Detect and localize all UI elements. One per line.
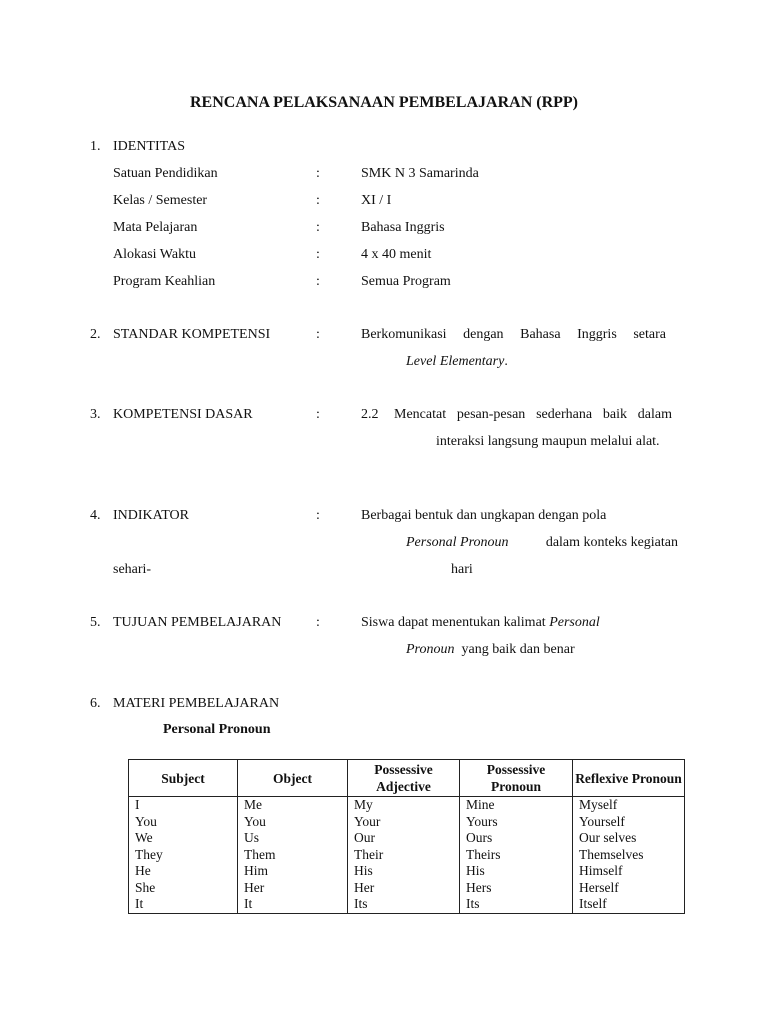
table-cell: Her <box>348 880 460 897</box>
section-4-heading: INDIKATOR <box>113 508 189 523</box>
section-4-line-3-left: sehari- <box>113 562 152 577</box>
table-cell: She <box>129 880 238 897</box>
identity-colon: : <box>316 193 320 208</box>
section-5-line-2 <box>406 641 575 659</box>
section-4-line-1: Berbagai bentuk dan ungkapan dengan pola <box>361 508 607 523</box>
identity-value: XI / I <box>361 193 392 208</box>
identity-value: Semua Program <box>361 274 451 289</box>
section-5-line-2-rest: yang baik dan benar <box>461 642 575 657</box>
table-cell: Me <box>238 797 348 814</box>
table-cell: Myself <box>573 797 685 814</box>
table-cell: Yours <box>460 814 573 831</box>
table-row <box>129 896 685 913</box>
table-cell: Himself <box>573 863 685 880</box>
table-cell: You <box>238 814 348 831</box>
section-5-colon: : <box>316 615 320 630</box>
section-5-heading: TUJUAN PEMBELAJARAN <box>113 615 282 630</box>
table-subheading: Personal Pronoun <box>163 722 271 737</box>
table-cell: Our selves <box>573 830 685 847</box>
section-4-line-3-right: hari <box>451 562 473 577</box>
header-possessive-pronoun: Possessive Pronoun <box>460 760 573 797</box>
table-cell: Our <box>348 830 460 847</box>
competency-point-number: 2.2 <box>361 407 379 422</box>
section-3-colon: : <box>316 407 320 422</box>
table-cell: It <box>238 896 348 913</box>
table-cell: Its <box>460 896 573 913</box>
table-cell: Her <box>238 880 348 897</box>
table-row <box>129 797 685 814</box>
section-5-line-1-text: Siswa dapat menentukan kalimat <box>361 615 546 630</box>
table-row <box>129 847 685 864</box>
table-cell: Themselves <box>573 847 685 864</box>
identity-label: Alokasi Waktu <box>113 247 196 262</box>
section-1-number: 1. <box>90 139 101 154</box>
section-6-number: 6. <box>90 696 101 711</box>
section-5-line-1 <box>361 614 600 632</box>
table-cell: Its <box>348 896 460 913</box>
section-5-number: 5. <box>90 615 101 630</box>
table-cell: Hers <box>460 880 573 897</box>
table-row <box>129 830 685 847</box>
header-subject: Subject <box>129 760 238 797</box>
identity-value: 4 x 40 menit <box>361 247 432 262</box>
identity-label: Program Keahlian <box>113 274 216 289</box>
section-3-heading: KOMPETENSI DASAR <box>113 407 253 422</box>
identity-label: Satuan Pendidikan <box>113 166 218 181</box>
section-4-line-2 <box>406 534 678 552</box>
table-cell: Your <box>348 814 460 831</box>
personal-term: Personal <box>549 615 600 630</box>
section-3-number: 3. <box>90 407 101 422</box>
table-cell: Their <box>348 847 460 864</box>
table-cell: They <box>129 847 238 864</box>
table-cell: Yourself <box>573 814 685 831</box>
table-cell: Theirs <box>460 847 573 864</box>
table-header-row <box>129 760 685 797</box>
table-cell: Mine <box>460 797 573 814</box>
section-2-number: 2. <box>90 327 101 342</box>
table-cell: My <box>348 797 460 814</box>
identity-colon: : <box>316 247 320 262</box>
header-possessive-adjective: Possessive Adjective <box>348 760 460 797</box>
identity-label: Kelas / Semester <box>113 193 208 208</box>
identity-value: SMK N 3 Samarinda <box>361 166 479 181</box>
table-cell: I <box>129 797 238 814</box>
section-3-line-2: interaksi langsung maupun melalui alat. <box>436 434 660 449</box>
table-cell: Him <box>238 863 348 880</box>
table-cell: His <box>348 863 460 880</box>
section-3-line-1: Mencatat pesan-pesan sederhana baik dalam <box>394 407 672 422</box>
identity-label: Mata Pelajaran <box>113 220 198 235</box>
section-6-heading: MATERI PEMBELAJARAN <box>113 696 280 711</box>
level-elementary-text: Level Elementary <box>406 354 505 369</box>
section-4-line-2-rest: dalam konteks kegiatan <box>545 535 678 550</box>
personal-pronoun-table <box>128 759 685 914</box>
identity-colon: : <box>316 220 320 235</box>
table-cell: We <box>129 830 238 847</box>
identity-value: Bahasa Inggris <box>361 220 445 235</box>
table-cell: His <box>460 863 573 880</box>
table-cell: You <box>129 814 238 831</box>
table-cell: Us <box>238 830 348 847</box>
section-4-colon: : <box>316 508 320 523</box>
section-2-line-2 <box>406 353 508 371</box>
table-cell: He <box>129 863 238 880</box>
section-4-number: 4. <box>90 508 101 523</box>
section-2-period: . <box>504 354 508 369</box>
header-reflexive-pronoun: Reflexive Pronoun <box>573 760 685 797</box>
identity-colon: : <box>316 166 320 181</box>
document-title: RENCANA PELAKSANAAN PEMBELAJARAN (RPP) <box>190 94 578 111</box>
header-object: Object <box>238 760 348 797</box>
personal-pronoun-term: Personal Pronoun <box>406 535 509 550</box>
table-cell: Itself <box>573 896 685 913</box>
table-row <box>129 863 685 880</box>
table-row <box>129 880 685 897</box>
table-row <box>129 814 685 831</box>
table-cell: Ours <box>460 830 573 847</box>
section-1-heading: IDENTITAS <box>113 139 185 154</box>
section-2-line-1: Berkomunikasi dengan Bahasa Inggris setara <box>361 327 666 342</box>
table-cell: It <box>129 896 238 913</box>
section-2-colon: : <box>316 327 320 342</box>
identity-colon: : <box>316 274 320 289</box>
section-2-heading: STANDAR KOMPETENSI <box>113 327 271 342</box>
table-cell: Herself <box>573 880 685 897</box>
table-cell: Them <box>238 847 348 864</box>
pronoun-term: Pronoun <box>406 642 455 657</box>
